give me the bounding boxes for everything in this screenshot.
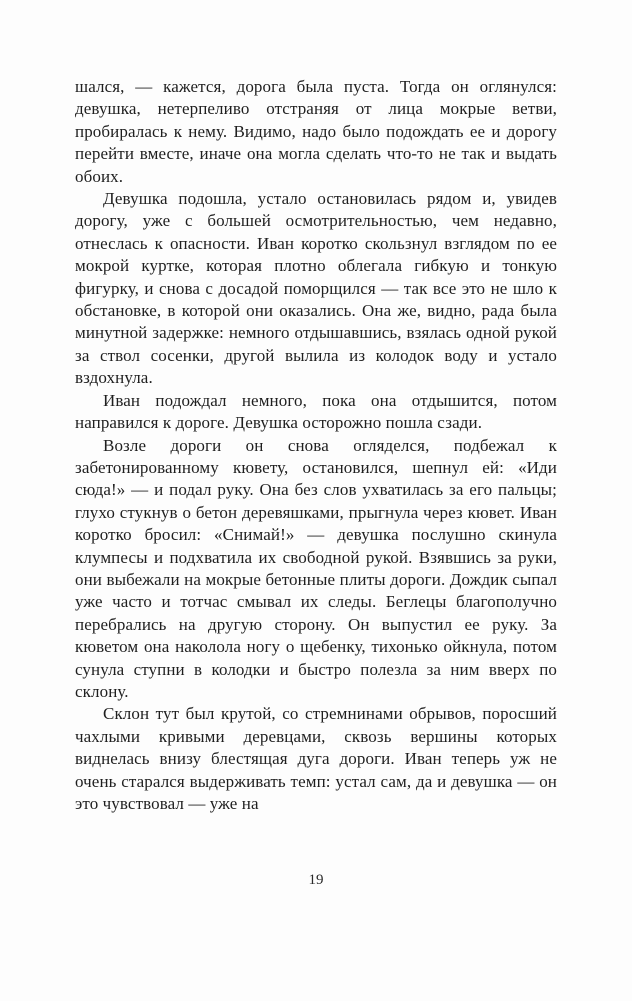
text-block bbox=[75, 76, 557, 815]
page-number: 19 bbox=[308, 872, 324, 888]
paragraph: шался, — кажется, дорога была пуста. Тогда он оглянулся: девушка, нетерпеливо отстраняя от лица мокрые ветви, пробиралась к нему. Видимо, надо было подождать ее и дорогу перейти вместе, иначе она могла сделать что-то не так и выдать обоих. bbox=[75, 77, 557, 186]
paragraph: Девушка подошла, устало остановилась рядом и, увидев дорогу, уже с большей осмотрительностью, чем недавно, отнеслась к опасности. Иван коротко скользнул взглядом по ее мокрой куртке, которая плотно облегала гибкую и тонкую фигурку, и снова с досадой поморщился — так все это не шло к обстановке, в которой они оказались. Она же, видно, рада была минутной задержке: немного отдышавшись, взялась одной рукой за ствол сосенки, другой вылила из колодок воду и устало вздохнула. bbox=[75, 189, 557, 388]
paragraph: Иван подождал немного, пока она отдышится, потом направился к дороге. Девушка осторожно пошла сзади. bbox=[75, 390, 557, 433]
paragraph: Склон тут был крутой, со стремнинами обрывов, поросший чахлыми кривыми деревцами, сквозь вершины которых виднелась внизу блестящая дуга дороги. Иван теперь уж не очень старался выдерживать темп: устал сам, да и девушка — он это чувствовал — уже на bbox=[75, 704, 557, 813]
paragraph: Возле дороги он снова огляделся, подбежал к забетонированному кювету, остановился, шепнул ей: «Иди сюда!» — и подал руку. Она без слов ухватилась за его пальцы; глухо стукнув о бетон деревяшками, прыгнула через кювет. Иван коротко бросил: «Снимай!» — девушка послушно скинула клумпесы и подхватила их свободной рукой. Взявшись за руки, они выбежали на мокрые бетонные плиты дороги. Дождик сыпал уже часто и тотчас смывал их следы. Беглецы благополучно перебрались на другую сторону. Он выпустил ее руку. За кюветом она наколола ногу о щебенку, тихонько ойкнула, потом сунула ступни в колодки и быстро полезла за ним вверх по склону. bbox=[75, 435, 557, 701]
